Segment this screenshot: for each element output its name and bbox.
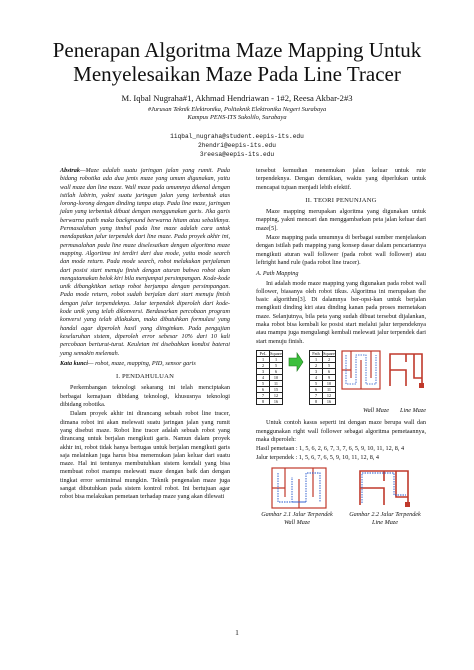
figure-mapping-tables — [256, 350, 426, 405]
table1-cell: 8 — [257, 398, 270, 404]
author-line: M. Iqbal Nugraha#1, Akhmad Hendriawan - 1#2, Reesa Akbar-2#3 — [121, 93, 353, 103]
page-number: 1 — [235, 628, 239, 637]
affiliation-line-2: Kampus PENS-ITS Sukolilo, Surabaya — [187, 114, 287, 121]
mapping-result-row — [256, 445, 426, 453]
shortest-path-label: Jalur terpendek — [256, 454, 294, 462]
email-list — [0, 132, 474, 159]
table2-header-cell: Square — [323, 350, 335, 356]
continued-paragraph: tersebut kemudian menemukan jalan keluar untuk rute terpendeknya. Dengan demikian, waktu yang diperlukan untuk mencapai tujuan menjadi lebih efektif. — [256, 167, 426, 191]
subsection-heading-path-mapping: A. Path Mapping — [256, 270, 299, 278]
table1-cell: 2 — [257, 362, 270, 368]
table2-cell: 1 — [310, 356, 323, 362]
table1-cell: 5 — [257, 380, 270, 386]
affiliation — [0, 106, 474, 122]
mapping-result-value: : 1, 5, 6, 2, 6, 7, 3, 7, 6, 5, 9, 10, 11, 12, 8, 4 — [295, 445, 405, 453]
table1-cell: 12 — [270, 392, 283, 398]
table2-header-cell: Path — [310, 350, 323, 356]
email-3[interactable]: 3reesa@eepis-its.edu — [199, 151, 275, 158]
figure-1-labels — [256, 407, 426, 415]
wall-maze-figure — [341, 350, 381, 390]
shortest-path-line-maze — [356, 467, 412, 509]
table1-header-cell: PeL — [257, 350, 270, 356]
figure-2-1-caption: Gambar 2.1 Jalur Terpendek Wall Maze — [261, 510, 333, 527]
table1-cell: 6 — [257, 386, 270, 392]
theory-paragraph-4: Untuk contoh kasus seperti ini dengan maze berupa wall dan menggunakan right wall follower sebagai algoritma pemetaannya, maka diperoleh: — [256, 419, 426, 443]
subsection-title: Path Mapping — [262, 270, 299, 278]
shortest-path-value: : 1, 5, 6, 7, 6, 5, 9, 10, 11, 12, 8, 4 — [295, 454, 379, 462]
table1-cell: 5 — [270, 362, 283, 368]
table1-cell: 6 — [270, 368, 283, 374]
abstract-label: Abstrak — [60, 167, 80, 174]
table2-cell: 6 — [323, 368, 336, 374]
table2-cell: 7 — [310, 392, 323, 398]
table2-cell: 12 — [323, 392, 336, 398]
table2-cell: 11 — [323, 386, 336, 392]
figure-2-captions — [256, 511, 426, 528]
intro-paragraph-1: Perkembangan teknologi sekarang ini telah menciptakan berbagai kemajuan dibidang teknologi, khususnya teknologi dibidang robotika. — [60, 384, 230, 409]
table1-header-cell: Square — [270, 350, 282, 356]
section-heading-teori: II. TEORI PENUNJANG — [305, 196, 377, 204]
theory-paragraph-1: Maze mapping merupakan algoritma yang digunakan untuk mapping, yakni mencari dan menggambarkan peta jalan keluar dari maze[5]. — [256, 208, 426, 232]
line-maze-drawing — [386, 350, 426, 390]
line-maze-figure — [386, 350, 426, 390]
title-line-2: Menyelesaikan Maze Pada Line Tracer — [73, 62, 401, 86]
email-1[interactable]: 1iqbal_nugraha@student.eepis-its.edu — [170, 133, 304, 140]
table1-cell: 11 — [270, 380, 283, 386]
shortest-path-row — [256, 454, 426, 462]
theory-paragraph-3: Ini adalah mode maze mapping yang digunakan pada robot wall follower, biasanya oleh robot tikus. Algoritma ini merupakan the basic algorithm[3]. Di dalamnya ber-opsi-kan untuk berjalan mengikuti dinding kiri atau dinding kanan pada proses memetakan maze. Selanjutnya, bila peta yang sudah dibuat tersebut dijalankan, maka robot bisa kembali ke posisi start melalui jalur terpendeknya atau mampu juga mengulangi kembali melewati jalur terpendek dari start menuju finish. — [256, 279, 426, 345]
keywords-label: Kata kunci — [60, 359, 89, 367]
figure-2-mazes — [256, 467, 426, 509]
table1-cell: 10 — [270, 374, 283, 380]
right-column — [256, 167, 426, 531]
table2-cell: 6 — [310, 386, 323, 392]
table2-cell: 4 — [310, 374, 323, 380]
abstract-text: —Maze adalah suatu jaringan jalan yang rumit. Pada bidang robotika ada dua jenis maze yang umum digunakan, yaitu wall maze dan line maze. Wall maze pada umumnya dikenal dengan istilah labirin, yakni suatu jaringan jalan yang terbentuk atas lorong-lorong dengan dinding tanpa atap. Pada line maze, jaringan jalan yang terbentuk dibuat dengan menggunakan garis. Jika garis berwarna putih maka background berwarna hitam atau sebaliknya. Permasalahan yang timbul pada line maze adalah cara untuk mendapatkan jalur terpendek dari line maze. Pada proyek akhir ini, permasalahan pada line maze diselesaikan dengan algoritma maze mapping. Algoritma ini terdiri dari dua mode, yaitu mode search dan mode return. Pada mode search, robot melakukan perjalanan dari posisi start menuju finish dengan aturan bahwa robot akan mengutamakan belok kiri bila menjumpai persimpangan. Kode-kode unik dibangkitkan setiap robot berjumpa dengan persimpangan. Pada mode return, robot sudah berjalan dari start menuju finish dengan jalur terpendeknya. Jalur terpendek diperoleh dari kode-kode unik yang telah dikonversi. Berdasarkan percobaan program konversi yang telah dilakukan, maka dibutuhkan formulasi yang handal agar diperoleh hasil yang diinginkan. Pada pengujian keseluruhan sistem, diperoleh error sebesar 10% dari 10 kali percobaan berturut-turut. Keuletan ini disebabkan kondisi baterai yang semakin melemah. — [60, 167, 230, 357]
table2-cell: 2 — [323, 356, 336, 362]
table1-cell: 16 — [270, 398, 283, 404]
table1-cell: 15 — [270, 386, 283, 392]
paper-title — [0, 38, 474, 86]
finish-marker — [419, 383, 424, 388]
table2-cell: 3 — [310, 368, 323, 374]
table2-cell: 16 — [323, 398, 336, 404]
keywords — [60, 360, 230, 368]
table2-cell: 2 — [310, 362, 323, 368]
figure-2-2-caption: Gambar 2.2 Jalur Terpendek Line Maze — [349, 510, 421, 527]
table2-cell: 8 — [310, 398, 323, 404]
table1-cell: 7 — [257, 392, 270, 398]
email-2[interactable]: 2hendri@eepis-its.edu — [198, 142, 276, 149]
mapping-table-2 — [309, 350, 336, 405]
theory-paragraph-2: Maze mapping pada umumnya di berbagai sumber menjelaskan dengan istilah path mapping yang konsep dasar dalam pencariannya mengikuti aturan wall follower (pada robot wall follower) atau leftright hand rule (pada robot line tracer). — [256, 234, 426, 266]
table1-cell: 4 — [257, 374, 270, 380]
left-column — [60, 167, 230, 503]
line-maze-label: Line Maze — [400, 406, 426, 414]
table2-cell: 5 — [323, 362, 336, 368]
right-arrow-icon — [288, 350, 304, 374]
abstract — [60, 167, 230, 358]
affiliation-line-1: #Jurusan Teknik Elektronika, Politeknik Elektronika Negeri Surabaya — [147, 106, 327, 113]
table2-cell: 5 — [310, 380, 323, 386]
mapping-result-label: Hasil pemetaan — [256, 445, 295, 453]
table1-cell: 3 — [257, 368, 270, 374]
table2-cell: 9 — [323, 374, 336, 380]
finish-marker — [405, 502, 410, 507]
title-line-1: Penerapan Algoritma Maze Mapping Untuk — [52, 38, 422, 62]
intro-paragraph-2: Dalam proyek akhir ini dirancang sebuah robot line tracer, dimana robot ini akan melewati suatu jaringan jalan yang rumit yang disebut maze. Robot line tracer adalah sebuah robot yang dirancang untuk berjalan mengikuti garis. Namun dalam proyek akhir ini, robot tidak hanya bertugas untuk berjalan mengikuti garis saja melainkan juga harus bisa menemukan jalan keluar dari suatu maze. Hal ini tentunya membutuhkan sistem kendali yang bisa membuat robot mampu melewati maze dengan baik dan dengan tingkat error seminimal mungkin. Teknik pengenalan maze juga sangat dibutuhkan pada sistem kontrol robot. Ini bertujuan agar robot bisa melakukan pemetaan terhadap maze yang akan dilewati — [60, 410, 230, 501]
mapping-table-1 — [256, 350, 283, 405]
table1-cell: 1 — [257, 356, 270, 362]
keywords-text: — robot, maze, mapping, PID, sensor garis — [88, 359, 196, 367]
section-heading-pendahuluan: I. PENDAHULUAN — [115, 373, 175, 381]
wall-maze-drawing — [341, 350, 381, 390]
table1-cell: 1 — [270, 356, 283, 362]
shortest-path-wall-maze — [271, 467, 327, 509]
wall-maze-label: Wall Maze — [362, 406, 390, 414]
table2-cell: 10 — [323, 380, 336, 386]
